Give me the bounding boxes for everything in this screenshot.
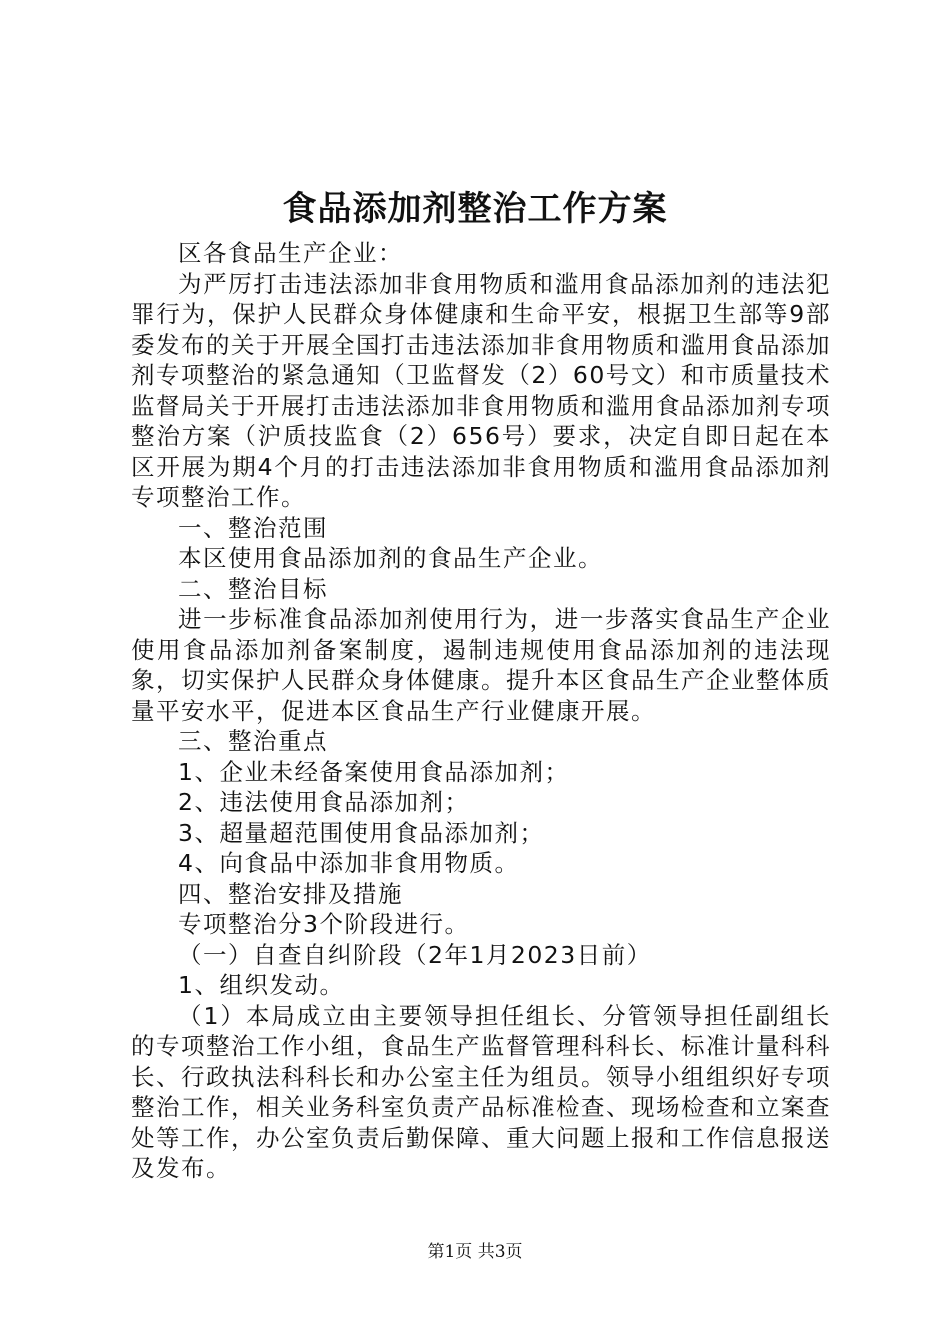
page-footer: 第1页 共3页: [427, 1242, 523, 1262]
focus-item-4: 4、向食品中添加非食用物质。: [178, 849, 520, 877]
phase-heading-self-check: （一）自查自纠阶段（2年1月2023日前）: [178, 940, 652, 969]
section-heading-arrangement: 四、整治安排及措施: [178, 879, 403, 908]
scope-paragraph: 本区使用食品添加剂的食品生产企业。: [178, 544, 603, 572]
arrangement-paragraph: 专项整治分3个阶段进行。: [178, 910, 470, 938]
salutation: 区各食品生产企业：: [178, 239, 403, 267]
section-heading-goals: 二、整治目标: [178, 574, 328, 603]
focus-item-2: 2、违法使用食品添加剂；: [178, 788, 470, 816]
document-body: [131, 238, 831, 1184]
focus-item-1: 1、企业未经备案使用食品添加剂；: [178, 757, 570, 786]
section-heading-focus: 三、整治重点: [178, 727, 328, 755]
goals-paragraph: 进一步标准食品添加剂使用行为，进一步落实食品生产企业使用食品添加剂备案制度，遏制违规使用食品添加剂的违法现象，切实保护人民群众身体健康。提升本区食品生产企业整体质量平安水平，促进本区食品生产行业健康开展。: [131, 605, 831, 725]
subheading-organize: 1、组织发动。: [178, 971, 345, 999]
focus-item-3: 3、超量超范围使用食品添加剂；: [178, 818, 545, 847]
organize-paragraph: （1）本局成立由主要领导担任组长、分管领导担任副组长的专项整治工作小组，食品生产监督管理科科长、标准计量科科长、行政执法科科长和办公室主任为组员。领导小组组织好专项整治工作，相关业务科室负责产品标准检查、现场检查和立案查处等工作，办公室负责后勤保障、重大问题上报和工作信息报送及发布。: [131, 1001, 831, 1182]
intro-paragraph: 为严厉打击违法添加非食用物质和滥用食品添加剂的违法犯罪行为，保护人民群众身体健康和生命平安，根据卫生部等9部委发布的关于开展全国打击违法添加非食用物质和滥用食品添加剂专项整治的紧急通知（卫监督发（2）60号文）和市质量技术监督局关于开展打击违法添加非食用物质和滥用食品添加剂专项整治方案（沪质技监食（2）656号）要求，决定自即日起在本区开展为期4个月的打击违法添加非食用物质和滥用食品添加剂专项整治工作。: [131, 269, 831, 511]
section-heading-scope: 一、整治范围: [178, 513, 328, 542]
document-title: 食品添加剂整治工作方案: [282, 189, 668, 229]
